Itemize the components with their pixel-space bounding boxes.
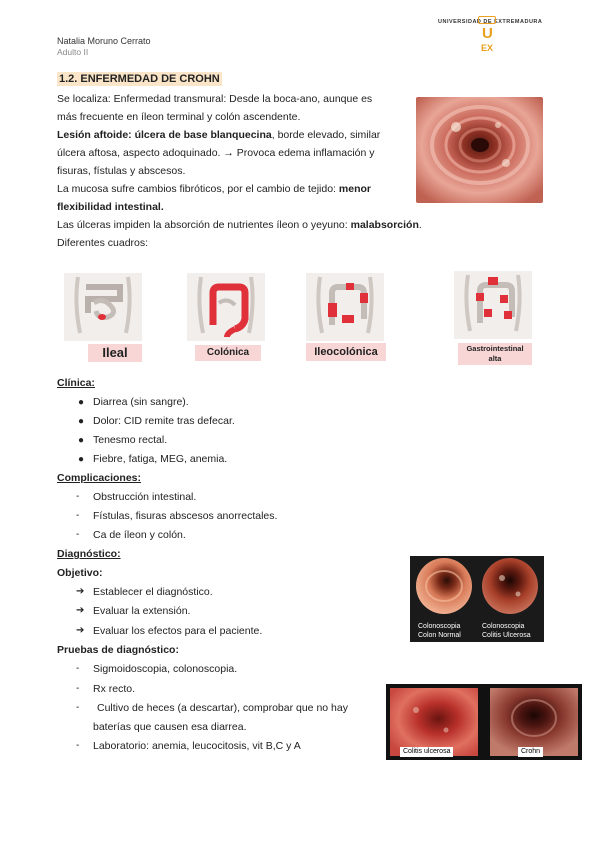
objetivo-item: Establecer el diagnóstico. <box>93 586 213 598</box>
objetivo-item: Evaluar la extensión. <box>93 605 191 617</box>
intro-p4-end: . <box>418 219 422 231</box>
course-name: Adulto II <box>57 47 89 57</box>
bullet-icon: ● <box>78 435 85 446</box>
intro-p1-line1: Se localiza: Enfermedad transmural: Desde la boca-ano, aunque es <box>57 93 373 105</box>
photo2-caption-left: Colitis ulcerosa <box>400 747 453 757</box>
photo1-caption-left <box>418 622 461 640</box>
pruebas-item: Sigmoidoscopia, colonoscopia. <box>93 663 238 675</box>
intestine-lumen-image <box>416 97 543 203</box>
intro-p4 <box>57 216 422 234</box>
pruebas-item: Laboratorio: anemia, leucocitosis, vit B,C y A <box>93 740 301 752</box>
logo-u: U <box>482 25 493 42</box>
logo-ex: EX <box>481 43 494 53</box>
intro-p5: Diferentes cuadros: <box>57 237 149 249</box>
university-logo <box>438 16 550 60</box>
dash-marker: - <box>76 663 80 674</box>
intro-p2-rest: , borde elevado, similar <box>271 129 381 141</box>
intro-p4-bold: malabsorción <box>350 219 419 231</box>
photo1-caption-right <box>482 622 531 640</box>
photo1-cap-left-2: Colon Normal <box>418 632 461 639</box>
intro-p3-text: La mucosa sufre cambios fibróticos, por el cambio de tejido: <box>57 183 339 195</box>
intro-p3-line1 <box>57 180 371 198</box>
intro-p3-bold2: flexibilidad intestinal. <box>57 201 164 213</box>
ileal-abdomen-illustration <box>64 273 142 341</box>
intro-p4-text: Las úlceras impiden la absorción de nutrientes íleon o yeyuno: <box>57 219 351 231</box>
arrow-icon: ➔ <box>76 625 85 636</box>
intro-p2-line2: úlcera aftosa, aspecto adoquinado. → Provoca edema inflamación y <box>57 147 375 159</box>
dash-marker: - <box>76 683 80 694</box>
diagram-gastrointestinal-label <box>458 343 532 365</box>
objetivo-item: Evaluar los efectos para el paciente. <box>93 625 263 637</box>
pruebas-item-continuation: baterías que causen esa diarrea. <box>93 721 247 733</box>
dash-marker: - <box>76 529 80 540</box>
diagram-colonica-label: Colónica <box>195 345 261 361</box>
diagram-ileal <box>64 273 142 363</box>
intro-p3-bold: menor <box>338 183 371 195</box>
diagram-ileal-label: Ileal <box>88 344 142 362</box>
clinica-item: Diarrea (sin sangre). <box>93 396 189 408</box>
pruebas-item: Rx recto. <box>93 683 136 695</box>
objetivo-heading: Objetivo: <box>57 567 103 579</box>
intro-p2-line1 <box>57 126 380 144</box>
complicaciones-item: Ca de íleon y colón. <box>93 529 186 541</box>
dash-marker: - <box>76 491 80 502</box>
gastrointestinal-label-line2: alta <box>488 354 502 363</box>
diagram-ileocolonica <box>306 273 386 363</box>
photo1-cap-right-2: Colitis Ulcerosa <box>482 632 531 639</box>
lesion-aftoide: Lesión aftoide: úlcera de base blanquecina <box>57 129 272 141</box>
ileocolonica-abdomen-illustration <box>306 273 384 341</box>
complicaciones-heading: Complicaciones: <box>57 472 142 484</box>
logo-box-icon <box>478 16 496 24</box>
pruebas-heading: Pruebas de diagnóstico: <box>57 644 179 656</box>
diagram-gastrointestinal-alta <box>454 271 532 361</box>
photo1-cap-left-1: Colonoscopia <box>418 623 461 630</box>
diagram-ileocolonica-label: Ileocolónica <box>306 343 386 361</box>
gastrointestinal-label-line1: Gastrointestinal <box>466 344 524 353</box>
gastrointestinal-abdomen-illustration <box>454 271 532 339</box>
logo-text: UNIVERSIDAD DE EXTREMADURA <box>438 19 543 25</box>
intro-p2-line3: fisuras, fístulas y abscesos. <box>57 165 186 177</box>
diagram-colonica <box>187 273 265 363</box>
arrow-icon: ➔ <box>76 605 85 616</box>
dash-marker: - <box>76 510 80 521</box>
complicaciones-item: Obstrucción intestinal. <box>93 491 197 503</box>
clinica-item: Dolor: CID remite tras defecar. <box>93 415 235 427</box>
author-name: Natalia Moruno Cerrato <box>57 36 151 46</box>
colonoscopy-comparison-photo <box>410 556 544 642</box>
colonica-abdomen-illustration <box>187 273 265 341</box>
section-title: 1.2. ENFERMEDAD DE CROHN <box>59 73 220 85</box>
intro-p1-line2: más frecuente en íleon terminal y colón ascendente. <box>57 111 301 123</box>
dash-marker: - <box>76 702 80 713</box>
dash-marker: - <box>76 740 80 751</box>
clinica-item: Tenesmo rectal. <box>93 434 168 446</box>
colitis-crohn-photo <box>386 684 582 760</box>
photo2-caption-right: Crohn <box>518 747 543 757</box>
bullet-icon: ● <box>78 397 85 408</box>
bullet-icon: ● <box>78 454 85 465</box>
diagnostico-heading: Diagnóstico: <box>57 548 121 560</box>
clinica-heading: Clínica: <box>57 377 95 389</box>
clinica-item: Fiebre, fatiga, MEG, anemia. <box>93 453 228 465</box>
complicaciones-item: Fístulas, fisuras abscesos anorrectales. <box>93 510 278 522</box>
arrow-icon: ➔ <box>76 586 85 597</box>
intro-p3-line2 <box>57 198 164 216</box>
bullet-icon: ● <box>78 416 85 427</box>
photo1-cap-right-1: Colonoscopia <box>482 623 525 630</box>
pruebas-item: Cultivo de heces (a descartar), comprobar que no hay <box>97 702 348 714</box>
